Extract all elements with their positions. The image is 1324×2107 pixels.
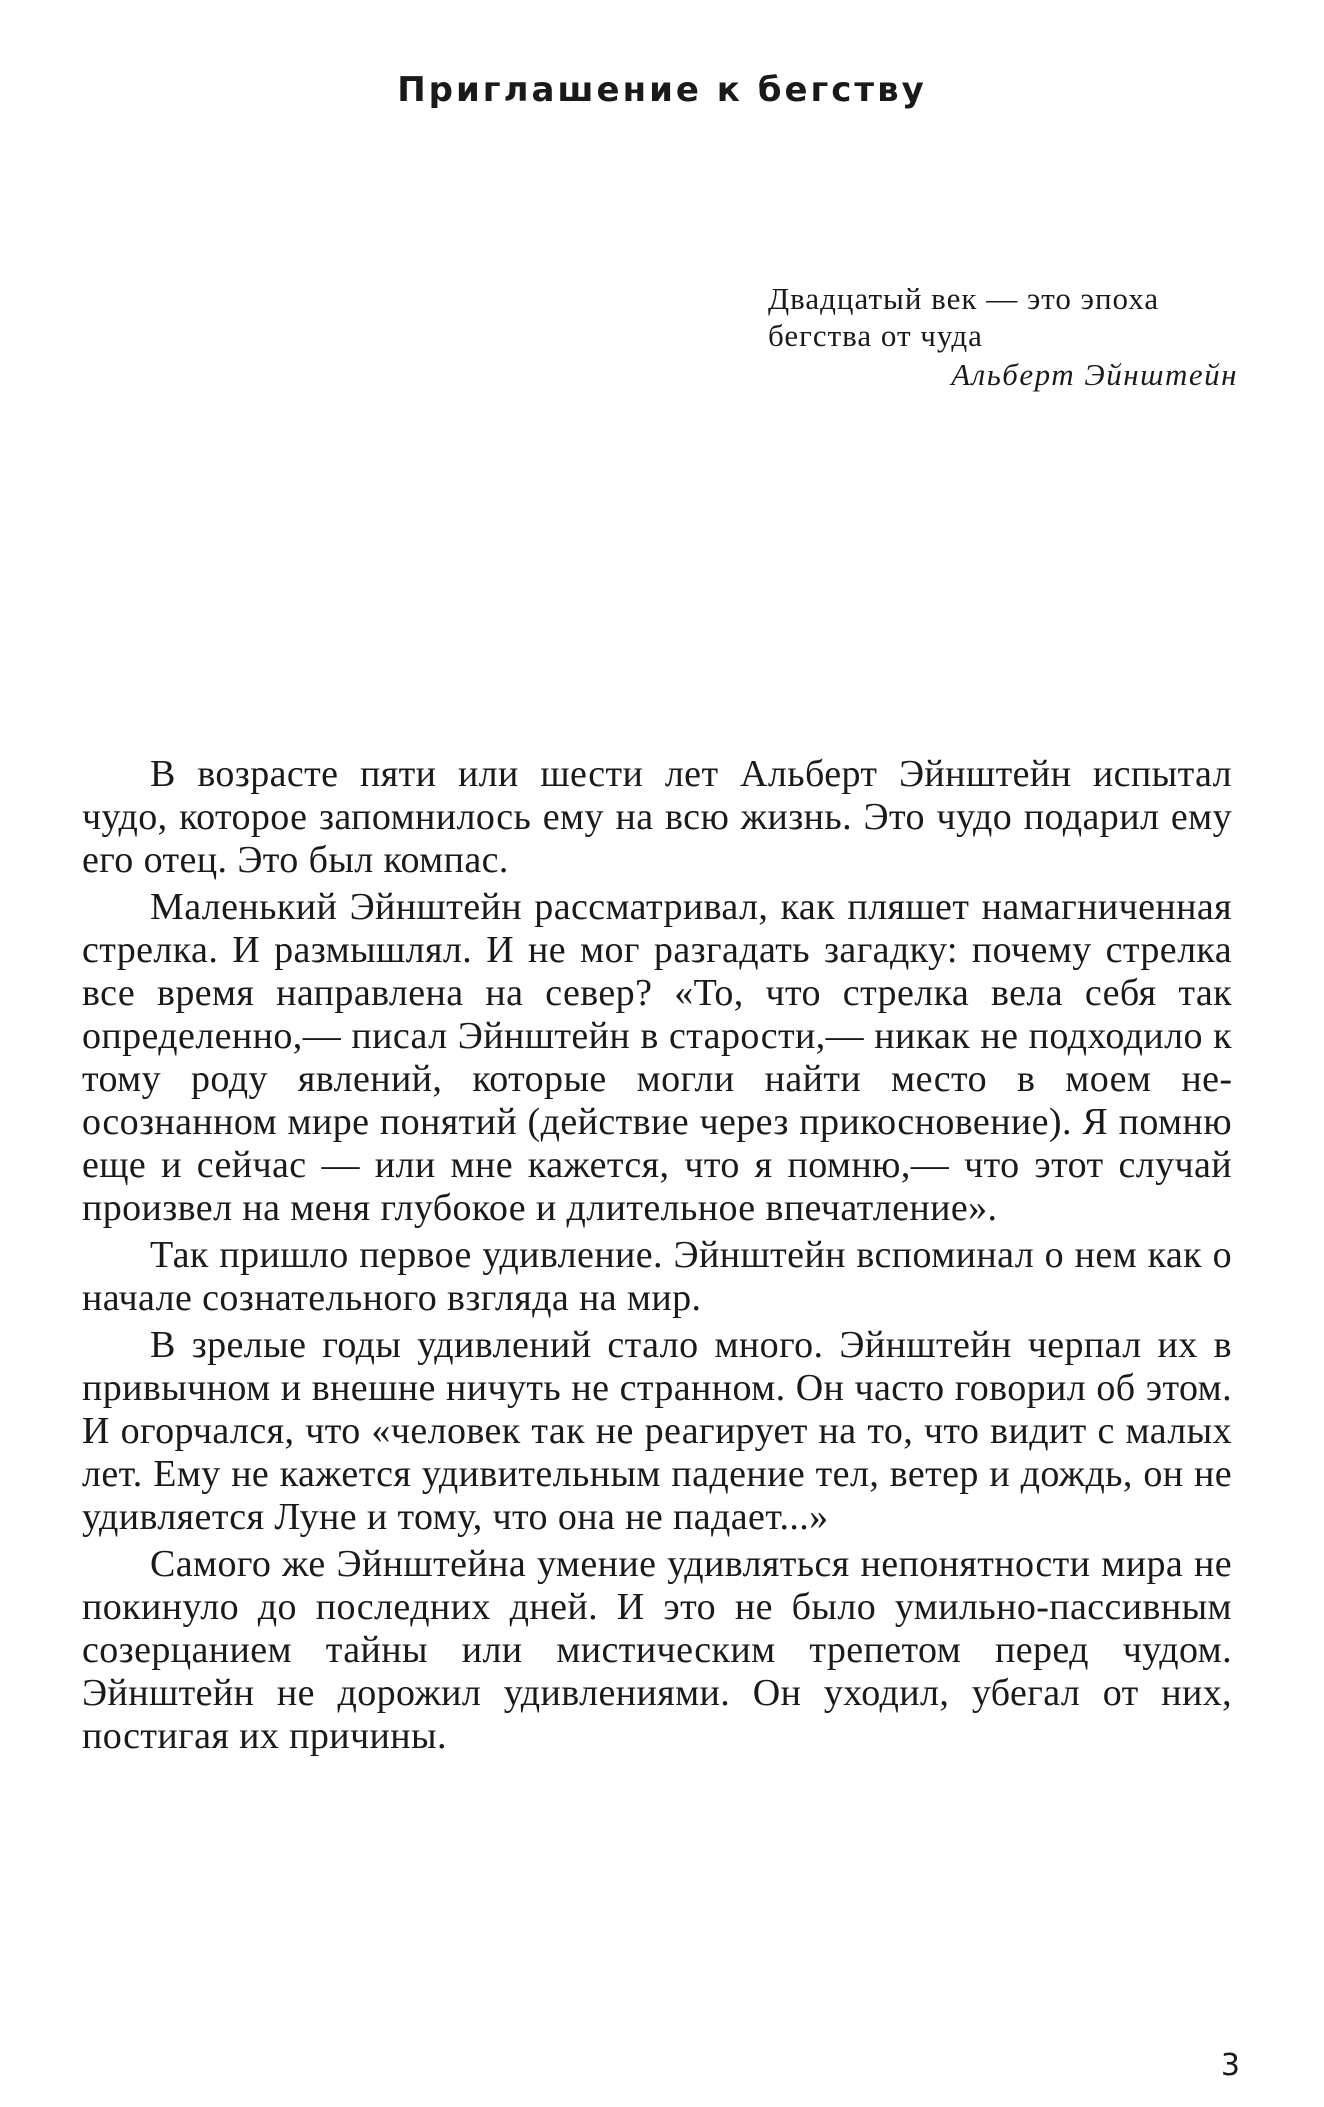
epigraph-text: Двадцатый век — это эпоха бегства от чуда: [768, 281, 1160, 353]
epigraph-author: Альберт Эйнштейн: [951, 357, 1238, 392]
paragraph: Так пришло первое удивление. Эйнштейн вспоминал о нем как о начале сознательного взгляда на мир.: [82, 1234, 1232, 1319]
epigraph: [768, 280, 1238, 393]
paragraph: Самого же Эйнштейна умение удивляться непонятности мира не покинуло до последних дней. И это не было умильно-пассивным созерцанием тайны или мистическим трепетом перед чудом. Эйнштейн не дорожил удивлениями. Он уходил, убегал от них, постигая их причины.: [82, 1543, 1232, 1757]
chapter-title: Приглашение к бегству: [397, 70, 927, 110]
paragraph: В возрасте пяти или шести лет Альберт Эйнштейн испытал чудо, которое запомнилось ему на всю жизнь. Это чудо подарил ему его отец. Это был компас.: [82, 753, 1232, 881]
paragraph: Маленький Эйнштейн рассматривал, как пляшет намагниченная стрелка. И размышлял. И не мог разгадать загадку: почему стрелка все время направлена на север? «То, что стрелка вела себя так определенно,— писал Эйнштейн в старости,— никак не подходило к тому роду явлений, которые могли найти место в моем неосознанном мире понятий (действие через прикосновение). Я помню еще и сейчас — или мне кажется, что я помню,— что этот случай произвел на меня глубокое и длительное впечатление».: [82, 886, 1232, 1229]
page-number: 3: [1220, 2048, 1240, 2083]
paragraph: В зрелые годы удивлений стало много. Эйнштейн черпал их в привычном и внешне ничуть не странном. Он часто говорил об этом. И огорчался, что «человек так не реагирует на то, что видит с малых лет. Ему не кажется удивительным падение тел, ветер и дождь, он не удивляется Луне и тому, что она не падает...»: [82, 1324, 1232, 1538]
body-text: [82, 753, 1232, 1762]
